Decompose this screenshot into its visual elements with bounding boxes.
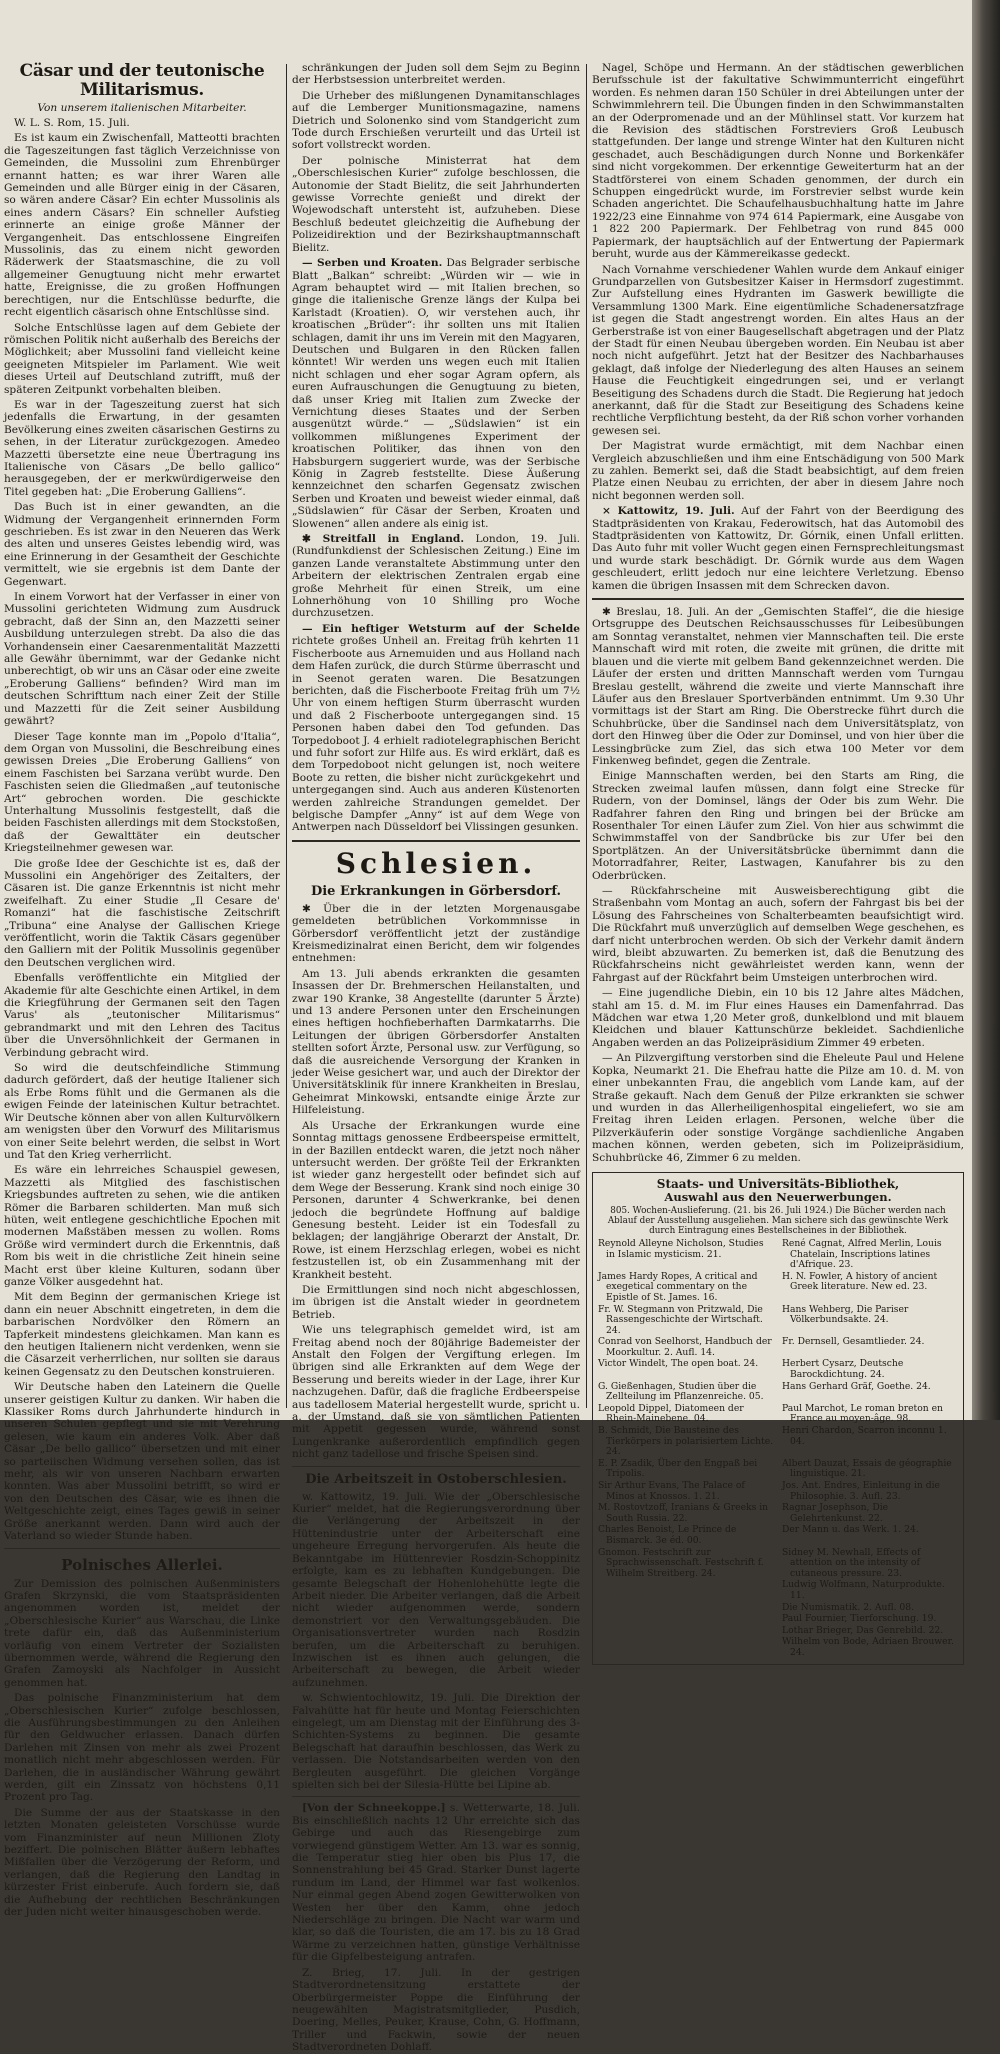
item-lead: ✱ Streitfall in England. <box>302 533 465 546</box>
paragraph: ✱ Breslau, 18. Juli. An der „Gemischten Staffel“, die die hiesige Ortsgruppe des Deutschen Reichsausschusses für Leibesübungen am Sonntag veranstaltet, nehmen vier Mannschaften teil. Die erste Mannschaft wird mit roten, die zweite mit grünen, die dritte mit blauen und die vierte mit gelbem Band gekennzeichnet werden. Die Läufer der ersten und dritten Mannschaft werden vom Turngau Breslau gestellt, während die zweite und vierte Mannschaft ihre Läufer aus den Breslauer Sportverbänden entnimmt. Um 9.30 Uhr vormittags ist der Start am Ring. Die Oberstrecke führt durch die Schuhbrücke, über die Sandinsel nach dem Universitätsplatz, von dort den Hinweg über die Oder zur Dominsel, und von hier über die Lessingbrücke zum Ziel, das sich etwa 100 Meter vor dem Finkenweg befindet, gegen die Zentrale. <box>592 606 964 767</box>
paragraph: w. Kattowitz, 19. Juli. Wie der „Oberschlesische Kurier“ meldet, hat die Regierungsverordnung über die Verlängerung der Arbeitszeit in der Hüttenindustrie unter der Arbeiterschaft eine ungeheure Erregung hervorgerufen. Als heute die Bekanntgabe im Hüttenrevier Rosdzin-Schoppinitz erfolgte, kam es zu lebhaften Kundgebungen. Die gesamte Belegschaft der Hohenlohehütte legte die Arbeit nieder. Die Arbeiter verlangen, daß die Arbeit nicht wieder aufgenommen werde, sondern demonstriert vor den Verwaltungsgebäuden. Die Organisationsvertreter wurden nach Rosdzin berufen, um die Arbeiterschaft zu beruhigen. Inzwischen ist es ihnen auch gelungen, die Arbeiterschaft zu bewegen, die Arbeit wieder aufzunehmen. <box>292 1490 580 1689</box>
paragraph: Ebenfalls veröffentlichte ein Mitglied der Akademie für alte Geschichte einen Artikel, in dem die Kriegführung der Germanen seit den Tagen Varus' als „teutonischer Militarismus“ gebrandmarkt und mit den Lehren des Tacitus über die Unversöhnlichkeit der Germanen in Verbindung gebracht wird. <box>4 972 280 1059</box>
subheadline-work-hours: Die Arbeitszeit in Ostoberschlesien. <box>305 1471 567 1487</box>
divider <box>292 840 580 842</box>
library-entry: G. Gießenhagen, Studien über die Zellteilung im Pflanzenreiche. 05. <box>598 1380 764 1403</box>
paragraph: Nach Vornahme verschiedener Wahlen wurde dem Ankauf einiger Grundparzellen von Gutsbesitzer Kaiser in Hermsdorf zugestimmt. Zur Aufstellung eines Hydranten im Gaswerk bewilligte die Versammlung 1300 Mark. Eine eigentümliche Schadenersatzfrage ist gegen die Stadt angestrengt worden. Ein altes Haus an der Gerberstraße ist von einer Baugesellschaft abgetragen und der Platz der Stadt für einen Neubau übergeben worden. Ein Neubau ist aber noch nicht aufgeführt. Jetzt hat der Besitzer des Nachbarhauses geklagt, daß infolge der Niederlegung des alten Hauses an seinem Hause die Feuchtigkeit eingedrungen sei, und er verlangt Beseitigung des Schadens durch die Stadt. Die Regierung hat jedoch anerkannt, daß für die Stadt zur Beseitigung des Schadens keine rechtliche Verpflichtung besteht, da der Riß schon vorher vorhanden gewesen sei. <box>592 263 964 437</box>
news-item-serbs <box>292 257 580 530</box>
paragraph: Zur Demission des polnischen Außenministers Grafen Skrzynski, die vom Staatspräsidenten angenommen worden ist, meldet der „Oberschlesische Kurier“ aus Warschau, die Linke trete dafür ein, daß das Außenministerium vorläufig von einem Vertreter der Sozialisten übernommen werde, während die Regierung den Grafen Zamoyski als Nachfolger in Aussicht genommen hat. <box>4 1577 280 1689</box>
paragraph: Die Urheber des mißlungenen Dynamitanschlages auf die Lemberger Munitionsmagazine, namens Dietrich und Solonenko sind vom Standgericht zum Tode durch Erschießen verurteilt und das Urteil ist sofort vollstreckt worden. <box>292 89 580 152</box>
library-entry: Paul Marchot, Le roman breton en France au moyen-âge. 98. <box>782 1402 943 1425</box>
item-text: richtete großes Unheil an. Freitag früh kehrten 11 Fischerboote aus Arnemuiden und aus Holland nach dem Hafen zurück, die durch Stürme überrascht und in Seenot geraten waren. Die Besatzungen berichten, daß die Fischerboote Freitag früh um 7½ Uhr von einem heftigen Sturm überrascht wurden und daß 2 Fischerboote untergegangen sind. 15 Personen haben dabei den Tod gefunden. Das Torpedoboot J. 4 erhielt radiotelegraphischen Bericht und fuhr sofort zur Hilfe aus. Es wird erklärt, daß es dem Torpedoboot nicht gelungen ist, noch weitere Boote zu retten, die bisher nicht zurückgekehrt und untergegangen sind. Auch aus anderen Küstenorten werden zahlreiche Strandungen gemeldet. Der belgische Dampfer „Anny“ ist auf dem Wege von Antwerpen nach Düsseldorf bei Vlissingen gesunken. <box>292 635 580 834</box>
library-entry: Lothar Brieger, Das Genrebild. 22. <box>782 1624 944 1636</box>
paragraph: Die große Idee der Geschichte ist es, daß der Mussolini ein Angehöriger des Zeitalters, der Cäsaren ist. Die ganze Erkenntnis ist nicht mehr zweifelhaft. Zu einer Studie „Il Cesare de' Romanzi“ hat die faschistische Zeitschrift „Tribuna“ eine Analyse der Gallischen Kriege veröffentlicht, worin die Taktik Cäsars gegenüber den Galliern mit der Politik Mussolinis gegenüber den Deutschen verglichen wird. <box>4 857 280 969</box>
library-entry: Leopold Dippel, Diatomeen der Rhein-Mainebene. 04. <box>598 1402 744 1425</box>
library-entry: Sir Arthur Evans, The Palace of Minos at Knossos. 1. 21. <box>598 1480 745 1502</box>
paragraph: Solche Entschlüsse lagen auf dem Gebiete der römischen Politik nicht außerhalb des Bereichs der Möglichkeit; aber Mussolini fand vielleicht keine geeigneten Mitspieler im Parlament. Wie weit dieses Urteil auf Deutschland zutrifft, muß der späteren Zeitpunkt vorbehalten bleiben. <box>4 321 280 396</box>
library-subtitle: Auswahl aus den Neuerwerbungen. <box>664 1189 892 1204</box>
paragraph: — An Pilzvergiftung verstorben sind die Eheleute Paul und Helene Kopka, Neumarkt 21. Die Ehefrau hatte die Pilze am 10. d. M. von einer unbekannten Frau, die angeblich vom Lande kam, auf der Straße gekauft. Nach dem Genuß der Pilze erkrankten sie schwer und wurden in das Allerheiligenhospital eingeliefert, wo sie am Freitag ihren Leiden erlagen. Personen, welche über die Pilzverkäuferin oder sonstige Vorgänge sachdienliche Angaben machen können, werden gebeten, sich im Polizeipräsidium, Schuhbrücke 46, Zimmer 6 zu melden. <box>592 1052 964 1164</box>
library-entry: M. Rostovtzoff, Iranians & Greeks in South Russia. 22. <box>598 1502 769 1524</box>
library-entry: Der Mann u. das Werk. 1. 24. <box>782 1524 919 1536</box>
paragraph: Es war in der Tageszeitung zuerst hat sich jedenfalls die Erwartung, in der gesamten Bevölkerung eines zweiten cäsarischen Gestirns zu sehen, in der Literatur zurückgezogen. Amedeo Mazzetti übersetzte eine neue Übertragung ins Italienische von Cäsars „De bello gallico“ herausgegeben, der er merkwürdigerweise den Titel gegeben hat: „Die Eroberung Galliens“. <box>4 398 280 498</box>
library-entry <box>598 1580 774 1601</box>
paragraph: Das Buch ist in einer gewandten, an die Widmung der Vergangenheit erinnernden Form geschrieben. Es ist zwar in den Neueren das Werk des alten und unseres Geistes lebendig wird, was eine Erinnerung in der Gesamtheit der Geschichte vermittelt, wie sie ergebnis ist dem Dante der Gegenwart. <box>4 501 280 588</box>
paragraph: w. Schwientochlowitz, 19. Juli. Die Direktion der Falvahütte hat für heute und Montag Feierschichten eingelegt, um am Dienstag mit der Einführung des 3-Schichten-Systems zu beginnen. Die gesamte Belegschaft hat daraufhin beschlossen, das Werk zu verlassen. Die Notstandsarbeiten werden von den Bergleuten ausgeführt. Die gleichen Vorgänge spielten sich bei der Silesia-Hütte bei Lipine ab. <box>292 1692 580 1791</box>
news-item-brieg: Z. Brieg, 17. Juli. In der gestrigen Stadtverordnetensitzung erstattete der Oberbürgermeister Poppe die Einführung der neugewählten Magistratsmitglieder, Pusdich, Doering, Melles, Peuker, Krause, Cohn, G. Hoffmann, Triller und Fackwin, sowie der neuen Stadtverordneten Dohlaff. <box>292 1966 580 2054</box>
news-item-weather <box>292 1802 580 1963</box>
library-entry: Die Numismatik. 2. Aufl. 08. <box>782 1601 915 1613</box>
paragraph: Einige Mannschaften werden, bei den Starts am Ring, die Strecken zweimal laufen müssen, dann folgt eine Strecke für Rudern, von der Dominsel, längs der Oder bis zum Wehr. Die Radfahrer fahren den Ring und bringen bei der Brücke am Rosenthaler Tor einen Läufer zum Ziel. Von hier aus schwimmt die Schwimmstaffel von der Sandbrücke bis zur Ufer bei den Sportplätzen. An der Universitätsbrücke übernimmt dann die Motorradfahrer, Reiter, Lastwagen, Kanufahrer bis zu den Oderbrücken. <box>592 770 964 882</box>
library-entry: Victor Windelt, The open boat. 24. <box>598 1358 759 1370</box>
book-spine <box>972 0 1000 1420</box>
library-entry: Hans Gerhard Gräf, Goethe. 24. <box>782 1380 931 1392</box>
library-entry: B. Schmidt, Die Bausteine des Tierkörpers in polarisiertem Lichte. 24. <box>598 1425 774 1458</box>
paragraph: Nagel, Schöpe und Hermann. An der städtischen gewerblichen Berufsschule ist der fakultative Schwimmunterricht eingeführt worden. Es nehmen daran 150 Schüler in drei Abteilungen unter der Schwimmlehrern teil. Die Übungen finden in den Schwimmanstalten an der Oderpromenade und an der Mühlinsel statt. Vor kurzem hat die Revision des städtischen Forstreviers Groß Leubusch stattgefunden. Der lange und strenge Winter hat den Kulturen nicht geschadet, auch Beschädigungen durch Nonne und Borkenkäfer sind nicht vorgekommen. Der erkenntige Geweiterturm hat an der Stadtförsterei von einem Schaden genommen, der durch ein Schuppen eingedrückt wurde, im Forstrevier selbst wurde kein Schaden angerichtet. Die Schaufelhausbuchhaltung hatte im Jahre 1922/23 eine Einnahme von 974 614 Papiermark, eine Ausgabe von 1 822 200 Papiermark. Der Fehlbetrag von rund 845 000 Papiermark, der hauptsächlich auf der Entwertung der Papiermark beruht, wurde aus der Kämmereikasse gedeckt. <box>592 62 964 261</box>
article-headline-caesar: Cäsar und der teutonische Militarismus. <box>19 61 265 100</box>
paragraph: — Eine jugendliche Diebin, ein 10 bis 12 Jahre altes Mädchen, stahl am 15. d. M. im Flur eines Hauses ein Damenfahrrad. Das Mädchen war etwa 1,20 Meter groß, dunkelblond und mit blauem Kleidchen und blauer Kattunschürze bekleidet. Sachdienliche Angaben werden an das Polizeipräsidium Zimmer 49 erbeten. <box>592 987 964 1049</box>
library-entry: Hans Wehberg, Die Pariser Völkerbundsakte. 24. <box>782 1303 909 1326</box>
paragraph: schränkungen der Juden soll dem Sejm zu Beginn der Herbstsession unterbreitet werden. <box>292 62 580 87</box>
library-entry: H. N. Fowler, A history of ancient Greek literature. New ed. 23. <box>782 1270 938 1293</box>
column-rule <box>586 64 587 1408</box>
paragraph: Wir Deutsche haben den Lateinern die Quelle unserer geistigen Kultur zu danken. Wir haben die Klassiker Roms durch Jahrhunderte hindurch in unseren Schulen gepflegt und sie mit Verehrung gelesen, wie kaum ein anderes Volk. Aber daß Cäsar „De bello gallico“ übersetzen und mit einer so parteiischen Widmung versehen sollen, das ist mehr, als wir von unseren Nachbarn erwarten konnten. Was aber Mussolini betrifft, so wird er von den Deutschen des Cäsar, wie es ihnen die Weltgeschichte zeigt, eines Tages gewiß in seiner Größe anerkannt werden. Dann wird auch der Vaterland so wieder Stunde haben. <box>4 1381 280 1543</box>
library-entry: Jos. Ant. Endres, Einleitung in die Philosophie. 3. Aufl. 23. <box>782 1480 940 1502</box>
paragraph: Der Magistrat wurde ermächtigt, mit dem Nachbar einen Vergleich abzuschließen und ihm eine Entschädigung von 500 Mark zu zahlen. Bemerkt sei, daß die Stadt beabsichtigt, auf dem freien Platze einen Neubau zu errichten, der aber in diesem Jahre noch nicht begonnen werden soll. <box>592 440 964 502</box>
paragraph: Das polnische Finanzministerium hat dem „Oberschlesischen Kurier“ zufolge beschlossen, die Ausführungsbestimmungen zu den Anleihen für den Geldwucher erlassen. Danach dürfen Darlehen mit Zinsen von mehr als zwei Prozent monatlich nicht mehr abgeschlossen werden. Für Darlehen, die in ausländischer Währung gewährt werden, gilt ein Zinssatz von höchstens 0,11 Prozent pro Tag. <box>4 1692 280 1804</box>
item-text: Auf der Fahrt von der Beerdigung des Stadtpräsidenten von Krakau, Federowitsch, hat das Automobil des Stadtpräsidenten von Kattowitz, Dr. Górnik, einen Unfall erlitten. Das Auto fuhr mit voller Wucht gegen einen Fernsprechleitungsmast und wurde stark beschädigt. Dr. Górnik wurde aus dem Wagen geschleudert, erlitt jedoch nur eine leichtere Verletzung. Ebenso kamen die übrigen Insassen mit dem Schrecken davon. <box>592 505 964 592</box>
library-entry <box>598 1603 774 1614</box>
column-middle <box>292 62 581 2054</box>
divider <box>592 598 964 600</box>
paragraph: Wie uns telegraphisch gemeldet wird, ist am Freitag abend noch der 80jährige Bademeister der Anstalt den Folgen der Vergiftung erlegen. Im übrigen sind alle Erkrankten auf dem Wege der Besserung und bereits wieder in der Lage, ihrer Kur nachzugehen. Dafür, daß die fragliche Erdbeerspeise aus tadellosem Material hergestellt wurde, spricht u. a. der Umstand, daß sie von sämtlichen Patienten mit Appetit gegessen wurde, während sonst Lungenkranke außerordentlich empfindlich gegen nicht ganz tadellose und frische Speisen sind. <box>292 1324 580 1461</box>
paragraph: Der polnische Ministerrat hat dem „Oberschlesischen Kurier“ zufolge beschlossen, die Autonomie der Stadt Bielitz, die seit Jahrhunderten gewisse Vorrechte genießt und direkt der Wojewodschaft untersteht ist, aufzuheben. Diese Beschluß bedeutet gleichzeitig die Aufhebung der Polizeidirektion und der Bezirkshauptmannschaft Bielitz. <box>292 154 580 254</box>
library-entry: Reynold Alleyne Nicholson, Studies in Islamic mysticism. 21. <box>598 1237 764 1260</box>
item-lead: [Von der Schneekoppe.] <box>302 1802 446 1815</box>
paragraph: Die Summe der aus der Staatskasse in den letzten Monaten geleisteten Vorschüsse wurde vom Finanzminister auf neun Millionen Zloty beziffert. Die polnischen Blätter äußern lebhaftes Mißfallen über die Verzögerung der Reform, und verlangen, daß die Regierung den Landtag in kürzester Frist einberufe. Auch fordern sie, daß die Aufhebung der rechtlichen Beschränkungen der Juden nicht weiter hinausgeschoben werde. <box>4 1806 280 1919</box>
library-entry: Paul Fournier, Tierforschung. 19. <box>782 1613 937 1625</box>
paragraph: — Rückfahrscheine mit Ausweisberechtigung gibt die Straßenbahn vom Montag an auch, sofern der Fahrgast bis bei der Lösung des Fahrscheines von Schalterbeamten beaufsichtigt wird. Die Rückfahrt muß unverzüglich auf demselben Wege geschehen, es darf nicht unterbrochen werden. Ob sich der Verkehr damit ändern wird, bleibt abzuwarten. Zu bemerken ist, daß die Benutzung des Rückfahrscheins nicht gewährleistet werden kann, wenn der Fahrgast auf der Rückfahrt beim Umsteigen unterbrochen wird. <box>592 885 964 984</box>
divider <box>292 1466 580 1467</box>
paragraph: Dieser Tage konnte man im „Popolo d'Italia“, dem Organ von Mussolini, die Beschreibung eines gewissen Dreies „Die Eroberung Galliens“ von einem Faschisten bei Sarzana verübt wurde. Den Faschisten seien die Gliedmaßen „auf teutonische Art“ gebrochen worden. Die geschickte Unterhaltung Mussolinis festgestellt, daß die beiden Faschisten allerdings mit dem Stockstoßen, daß der Gewalttäter ein deutscher Kriegsteilnehmer gewesen war. <box>4 730 280 855</box>
library-entry: Charles Benoist, Le Prince de Bismarck. 3e éd. 00. <box>598 1524 737 1546</box>
item-lead: × Kattowitz, 19. Juli. <box>602 505 735 518</box>
library-entry: Wilhelm von Bode, Adriaen Brouwer. 24. <box>782 1636 954 1658</box>
library-list <box>598 1239 958 1660</box>
divider <box>292 1796 580 1797</box>
paragraph: Die Ermittlungen sind noch nicht abgeschlossen, im übrigen ist die Anstalt wieder in geordnetem Betrieb. <box>292 1283 580 1321</box>
library-entry: René Cagnat, Alfred Merlin, Louis Chatelain, Inscriptions latines d'Afrique. 23. <box>782 1237 942 1271</box>
column-rule <box>286 64 287 1408</box>
news-item-strike <box>292 533 580 620</box>
library-entry: Fr. Dernsell, Gesamtlieder. 24. <box>782 1336 925 1348</box>
library-entry <box>598 1614 774 1625</box>
library-title: Staats- und Universitäts-Bibliothek, <box>656 1176 900 1191</box>
library-entry: Albert Dauzat, Essais de géographie linguistique. 21. <box>782 1457 952 1480</box>
news-item-kattowitz <box>592 505 964 592</box>
item-text: Das Belgrader serbische Blatt „Balkan“ schreibt: „Würden wir — wie in Agram behauptet wird — mit Italien brechen, so ginge die italienische Grenze längs der Kulpa bei Karlstadt (Kroatien). O, wir verstehen auch, ihr kroatischen „Brüder“: ihr sollten uns mit Italien schlagen, damit ihr uns im Verein mit den Magyaren, Deutschen und Bulgaren in den Rücken fallen könntet! Wir werden uns wegen euch mit Italien nicht schlagen und eher sogar Agram opfern, als euren Aufrauschungen die Genugtuung zu bieten, daß unser Krieg mit Italien zum Zwecke der Vernichtung dieses Staates und der Serben ausgenützt würde.“ — „Südslawien“ ist ein vollkommen mißlungenes Experiment der kroatischen Politiker, das ihnen von den Habsburgern suggeriert wurde, was der Serbische König in Zagreb feststellte. Diese Äußerung kennzeichnet den scharfen Gegensatz zwischen Serben und Kroaten und beweist wieder einmal, daß „Südslawien“ für Cäsar der Serben, Kroaten und Slowenen“ allen andere als einig ist. <box>292 257 580 530</box>
library-entry: Ludwig Wolfmann, Naturprodukte. 11. <box>782 1579 945 1601</box>
paragraph: So wird die deutschfeindliche Stimmung dadurch gefördert, daß der heutige Italiener sich als Erbe Roms fühlt und die Germanen als die ewigen Feinde der lateinischen Kultur betrachtet. Wir Deutsche können aber von allen Kulturvölkern am wenigsten über den Vorwurf des Militarismus von einer Seite belehrt werden, die selbst in Wort und Tat den Krieg verherrlicht. <box>4 1062 280 1161</box>
library-entry: Gnomon. Festschrift zur Sprachwissenschaft. Festschrift f. Wilhelm Streitberg. 24. <box>598 1546 764 1579</box>
item-lead: — Ein heftiger Wetsturm auf der Schelde <box>302 622 580 635</box>
paragraph: ✱ Über die in der letzten Morgenausgabe gemeldeten betrüblichen Vorkommnisse in Görbersdorf veröffentlicht jetzt der zuständige Kreismedizinalrat einen Bericht, dem wir folgendes entnehmen: <box>292 902 580 965</box>
item-text: London, 19. Juli. (Rundfunkdienst der Schlesischen Zeitung.) Eine im ganzen Lande veranstaltete Abstimmung unter den Arbeitern der elektrischen Zentralen ergab eine große Mehrheit für einen Streik, um eine Lohnerhöhung von 10 Shilling pro Woche durchzusetzen. <box>292 533 580 620</box>
section-title-silesia: Schlesien. <box>335 846 537 880</box>
paragraph: Mit dem Beginn der germanischen Kriege ist dann ein neuer Abschnitt eingetreten, in dem die barbarischen Nordvölker den Römern an Tapferkeit mindestens gleichkamen. Man kann es den heutigen Italienern nicht verdenken, wenn sie die Cäsarzeit verherrlichen, nur sollten sie daraus keinen Gegensatz zu den Deutschen konstruieren. <box>4 1291 280 1378</box>
column-left <box>4 61 280 1919</box>
section-title-polish: Polnisches Allerlei. <box>61 1555 223 1574</box>
library-entry: Conrad von Seelhorst, Handbuch der Moorkultur. 2. Aufl. 14. <box>598 1336 772 1358</box>
dateline: W. L. S. Rom, 15. Juli. <box>14 117 130 129</box>
library-entry <box>598 1637 774 1658</box>
library-entry: Fr. W. Stegmann von Pritzwald, Die Rassengeschichte der Wirtschaft. 24. <box>598 1303 763 1336</box>
paragraph: Es ist kaum ein Zwischenfall, Matteotti brachten die Tageszeitungen fast täglich Verzeichnisse von Gemeinden, die Mussolini zum Ehrenbürger ernannt hatten; es war ihrer Waren alle Gemeinden und alle Bürger einig in der Cäsaren, so wären andere Cäsar? Ein echter Mussolinis als eines andern Cäsars? Ein schneller Aufstieg erinnerte an einige große Männer der Vergangenheit. Das entschlossene Eingreifen Mussolinis, das zu einem nicht geworden Räderwerk der Staatsmaschine, die zu voll allgemeiner Genugtuung nicht mehr erwartet hatte, Ereignisse, die zu großen Hoffnungen berechtigen, nur die Entschlüsse bedurfte, die recht eigentlich cäsarisch ohne Entschlüsse sind. <box>4 132 280 319</box>
library-entry: Ragnar Josephson, Die Gelehrtenkunst. 22. <box>782 1502 889 1524</box>
library-entry: Henri Chardon, Scarron inconnu 1. 04. <box>782 1425 947 1447</box>
library-entry: E. P. Zsadik, Über den Engpaß bei Tripolis. <box>598 1457 758 1480</box>
library-note: 805. Wochen-Auslieferung. (21. bis 26. Juli 1924.) Die Bücher werden nach Ablauf der Ausstellung ausgeliehen. Man sichere sich das gewünschte Werk durch Eintragung eines Bestellscheines in der Bibliothek. <box>607 1205 949 1236</box>
library-entry <box>598 1626 774 1637</box>
paragraph: Als Ursache der Erkrankungen wurde eine Sonntag mittags genossene Erdbeerspeise ermittelt, in der Bazillen entdeckt waren, die jetzt noch näher untersucht werden. Der größte Teil der Erkrankten ist wieder ganz hergestellt oder befindet sich auf dem Wege der Besserung. Krank sind noch einige 30 Personen, darunter 4 Schwerkranke, bei denen jedoch die begründete Hoffnung auf baldige Genesung besteht. Leider ist ein Todesfall zu beklagen; der langjährige Oberarzt der Anstalt, Dr. Rowe, ist einem Herzschlag erlegen, wobei es nicht festzustellen ist, ob ein Zusammenhang mit der Krankheit besteht. <box>292 1119 580 1281</box>
paragraph: In einem Vorwort hat der Verfasser in einer von Mussolini gerichteten Widmung zum Ausdruck gebracht, daß der Sinn an, den Mazzetti seiner Ausbildung unterzulegen strebt. Da also die das Vorhandensein einer Caesarenmentalität Mazzetti alle Gewähr übernimmt, war der Gedanke nicht unberechtigt, ob wir uns an Cäsar oder eine zweite „Eroberung Galliens“ befinden? Wird man im deutschen Schrifttum nach einer Zeit der Stille und Mazzetti für die Zeit seiner Ausbildung gewährt? <box>4 591 280 728</box>
library-entry: James Hardy Ropes, A critical and exegetical commentary on the Epistle of St. James. 16. <box>598 1270 758 1303</box>
item-lead: — Serben und Kroaten. <box>302 257 443 270</box>
subheadline-goerbersdorf: Die Erkrankungen in Görbersdorf. <box>310 883 562 899</box>
divider <box>4 1548 280 1549</box>
item-text: s. Wetterwarte, 18. Juli. Bis einschließlich nachts 12 Uhr erreichte sich das Gebirge und auch das Riesengebirge zum vorwiegend günstigem Wetter. Am 13. war es sonnig, die Temperatur stieg hier oben bis Plus 17, die Sonnenstrahlung bei 45 Grad. Starker Dunst lagerte rundum im Land, der Himmel war fast wolkenlos. Nur einmal gegen Abend zogen Gewitterwolken von Westen her über den Kamm, ohne jedoch Niederschläge zu bringen. Die Nacht war warm und klar, so daß die Touristen, die am 17. bis zu 18 Grad Wärme zu verzeichnen hatten, günstige Verhältnisse für die Gipfelbesteigung antrafen. <box>292 1802 581 1964</box>
library-acquisitions-box <box>592 1172 964 1665</box>
column-right <box>592 62 964 1658</box>
byline: Von unserem italienischen Mitarbeiter. <box>37 102 247 114</box>
library-entry: Sidney M. Newhall, Effects of attention on the intensity of cutaneous pressure. 23. <box>782 1546 921 1579</box>
news-item-storm <box>292 623 580 834</box>
paragraph: Es wäre ein lehrreiches Schauspiel gewesen, Mazzetti als Mitglied des faschistischen Kriegsbundes auftreten zu sehen, wie die antiken Römer die Barbaren schilderten. Man muß sich hüten, weit entlegene geschichtliche Epochen mit modernen Maßstäben messen zu wollen. Roms Größe wird vermindert durch die Erkenntnis, daß Rom bis weit in die christliche Zeit hinein seine Macht erst über kleine Kulturen, sodann über ganze Völker ausgedehnt hat. <box>4 1164 280 1288</box>
library-entry: Herbert Cysarz, Deutsche Barockdichtung. 24. <box>782 1358 904 1381</box>
paragraph: Am 13. Juli abends erkrankten die gesamten Insassen der Dr. Brehmerschen Heilanstalten, und zwar 190 Kranke, 38 Angestellte (darunter 5 Ärzte) und 13 andere Personen unter den Erscheinungen eines heftigen hochfieberhaften Darmkatarrhs. Die Leitungen der übrigen Görbersdorfer Anstalten stellten sofort Ärzte, Personal usw. zur Verfügung, so daß die ausreichende Versorgung der Kranken in jeder Weise gesichert war, und auch der Direktor der Universitätsklinik für innere Krankheiten in Breslau, Geheimrat Minkowski, entsandte einige Ärzte zur Hilfeleistung. <box>292 967 580 1117</box>
